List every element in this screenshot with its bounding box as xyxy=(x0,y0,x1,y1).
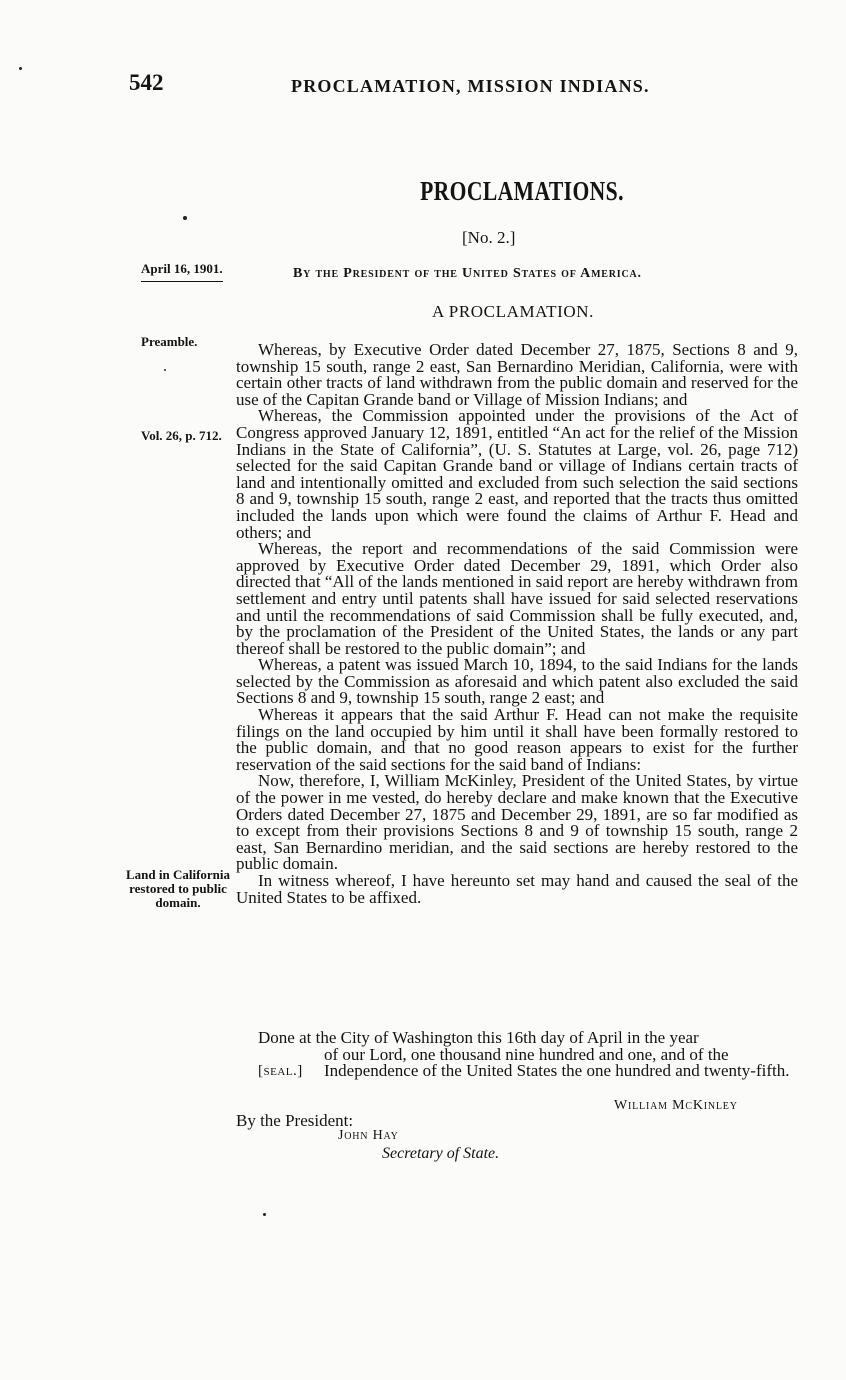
margin-note-preamble: Preamble. xyxy=(141,334,198,349)
proclamation-number: [No. 2.] xyxy=(462,228,516,247)
by-the-president: By the President: xyxy=(236,1111,354,1130)
margin-note-volume: Vol. 26, p. 712. xyxy=(141,428,222,443)
paragraph-preamble: Whereas, by Executive Order dated December 27, 1875, Sections 8 and 9, township 15 south, range 2 east, San Bernardino Meridian, California, were with certain other tracts of land withdrawn from the public domain and reserved for the use of the Capitan Grande band or Village of Mission Indians; and xyxy=(236,340,798,409)
proclamation-heading: A PROCLAMATION. xyxy=(432,302,595,321)
paragraph-arthur-head: Whereas it appears that the said Arthur F. Head can not make the requisite filings on the land occupied by him until it shall have been formally restored to the public domain, and that no good reason appears to exist for the further reservation of the said sections for the said band of Indians: xyxy=(236,705,798,774)
paragraph-witness: In witness whereof, I have hereunto set may hand and caused the seal of the United States to be affixed. xyxy=(236,871,798,907)
done-at-continuation: of our Lord, one thousand nine hundred and one, and of the Independence of the United States the one hundred and twenty-fifth. xyxy=(324,1044,790,1081)
scan-speck xyxy=(263,1213,266,1216)
margin-note-land-restored: Land in California restored to public domain. xyxy=(125,867,231,910)
done-at-line: Done at the City of Washington this 16th day of April in the year xyxy=(258,1028,699,1047)
section-title: PROCLAMATIONS. xyxy=(420,176,624,206)
countersign-title: Secretary of State. xyxy=(382,1145,500,1162)
scan-speck xyxy=(164,369,166,371)
page-number: 542 xyxy=(129,70,164,95)
running-head: PROCLAMATION, MISSION INDIANS. xyxy=(291,76,650,96)
proclamation-body xyxy=(236,342,798,906)
byline: By the President of the United States of America. xyxy=(293,266,642,281)
scan-speck xyxy=(19,67,22,70)
seal-mark: [seal.] xyxy=(258,1063,303,1079)
date-margin-note: April 16, 1901. xyxy=(141,261,223,282)
closing-block xyxy=(236,1030,798,1080)
paragraph-now-therefore: Now, therefore, I, William McKinley, President of the United States, by virtue of the power in me vested, do hereby declare and make known that the Executive Orders dated December 27, 1875 and December 29, 1891, are so far modified as to except from their provisions Sections 8 and 9 of township 15 south, range 2 east, San Bernardino meridian, and the said sections are hereby restored to the public domain. xyxy=(236,771,798,874)
countersign-name: John Hay xyxy=(338,1128,399,1143)
paragraph-commission: Whereas, the Commission appointed under the provisions of the Act of Congress approved January 12, 1891, entitled “An act for the relief of the Mission Indians in the State of California”, (U. S. Statutes at Large, vol. 26, page 712) selected for the said Capitan Grande band or village of Indians certain tracts of land and intentionally omitted and excluded from such selection the said sections 8 and 9, township 15 south, range 2 east, and reported that the tracts thus omitted included the lands upon which were found the claims of Arthur F. Head and others; and xyxy=(236,406,798,542)
scan-speck xyxy=(183,216,187,220)
signature: William McKinley xyxy=(614,1098,738,1113)
paragraph-patent: Whereas, a patent was issued March 10, 1894, to the said Indians for the lands selected by the Commission as aforesaid and which patent also excluded the said Sections 8 and 9, township 15 south, range 2 east; and xyxy=(236,655,798,708)
paragraph-executive-order: Whereas, the report and recommendations of the said Commission were approved by Executive Order dated December 29, 1891, which Order also directed that “All of the lands mentioned in said report are hereby withdrawn from settlement and entry until patents shall have issued for said selected reservations and until the recommendations of said Commission shall be fully executed, and, by the proclamation of the President of the United States, the lands or any part thereof shall be restored to the public domain”; and xyxy=(236,539,798,658)
